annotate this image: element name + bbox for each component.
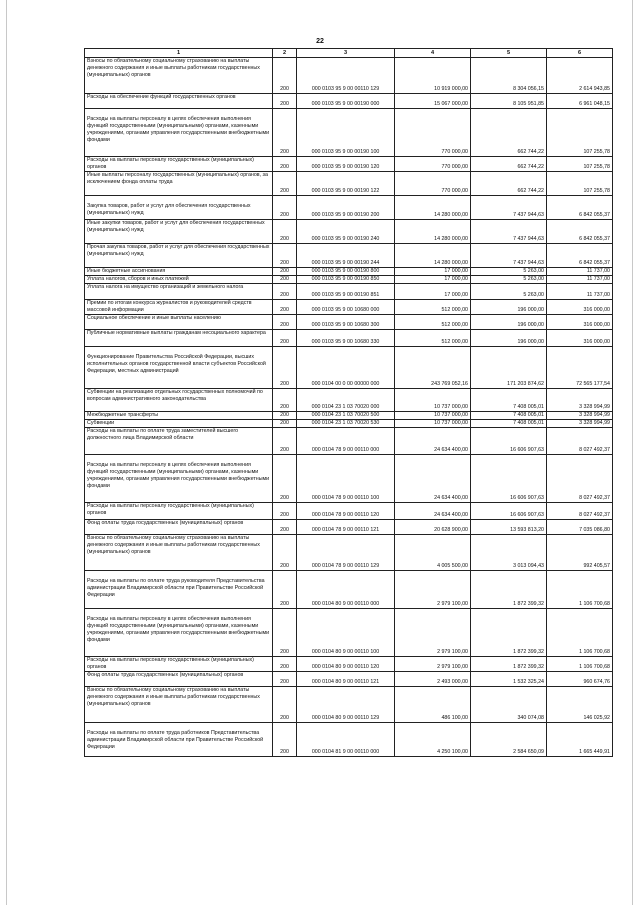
row-approved-amount: 14 280 000,00: [395, 244, 471, 268]
col-header-admin-code: 2: [273, 49, 297, 58]
row-approved-amount: 10 919 000,00: [395, 58, 471, 94]
row-approved-amount: 2 979 100,00: [395, 609, 471, 657]
table-row: [85, 389, 613, 412]
row-unexecuted-amount: 316 000,00: [547, 330, 613, 347]
row-description-text: Закупка товаров, работ и услуг для обеспечения государственных (муниципальных) нужд: [87, 203, 251, 216]
row-executed-amount: 1 872 399,32: [471, 571, 547, 609]
table-row: [85, 268, 613, 276]
table-row: [85, 420, 613, 428]
row-admin-code: 200: [273, 412, 297, 420]
page-number: 22: [316, 38, 324, 45]
row-top-gap: [87, 455, 270, 462]
table-row: [85, 535, 613, 571]
row-unexecuted-amount: 146 025,92: [547, 687, 613, 723]
row-classification-code: 000 0103 95 9 00 10680 330: [297, 330, 395, 347]
row-admin-code: 200: [273, 672, 297, 687]
table-row: [85, 94, 613, 109]
table-row: [85, 244, 613, 268]
row-admin-code: 200: [273, 609, 297, 657]
row-admin-code: 200: [273, 503, 297, 520]
row-description-text: Расходы на выплаты по оплате труда работников Представительства администрации Владимирской области при Правительстве Российской Федерации: [87, 730, 264, 750]
row-classification-code: 000 0103 95 9 00 00190 800: [297, 268, 395, 276]
row-description: Иные закупки товаров, работ и услуг для обеспечения государственных (муниципальных) нужд: [85, 220, 273, 244]
table-row: [85, 687, 613, 723]
row-executed-amount: 196 000,00: [471, 330, 547, 347]
row-executed-amount: 7 408 005,01: [471, 412, 547, 420]
row-description: Фонд оплаты труда государственных (муниципальных) органов: [85, 672, 273, 687]
row-approved-amount: 2 979 100,00: [395, 571, 471, 609]
scan-edge-right: [632, 0, 633, 905]
row-classification-code: 000 0104 78 9 00 00110 000: [297, 428, 395, 455]
row-unexecuted-amount: 1 665 449,91: [547, 723, 613, 757]
table-row: [85, 300, 613, 315]
row-top-gap: [87, 609, 270, 616]
row-unexecuted-amount: 7 035 086,80: [547, 520, 613, 535]
table-body: [85, 58, 613, 757]
row-unexecuted-amount: 72 565 177,54: [547, 347, 613, 389]
row-admin-code: 200: [273, 687, 297, 723]
row-admin-code: 200: [273, 571, 297, 609]
row-approved-amount: 10 737 000,00: [395, 389, 471, 412]
row-approved-amount: 24 634 400,00: [395, 455, 471, 503]
row-executed-amount: 171 203 874,62: [471, 347, 547, 389]
row-executed-amount: 13 593 813,20: [471, 520, 547, 535]
row-admin-code: 200: [273, 455, 297, 503]
row-classification-code: 000 0104 23 1 03 70020 000: [297, 389, 395, 412]
table-row: [85, 330, 613, 347]
row-approved-amount: 17 000,00: [395, 268, 471, 276]
table-row: [85, 428, 613, 455]
row-description-text: Функционирование Правительства Российской Федерации, высших исполнительных органов государственной власти субъектов Российской Федерации, местных администраций: [87, 354, 266, 374]
row-approved-amount: 512 000,00: [395, 330, 471, 347]
row-executed-amount: 5 263,00: [471, 268, 547, 276]
row-approved-amount: 512 000,00: [395, 300, 471, 315]
row-executed-amount: 7 437 944,63: [471, 196, 547, 220]
row-unexecuted-amount: 8 027 492,37: [547, 428, 613, 455]
table-row: [85, 412, 613, 420]
row-description-text: Расходы на выплаты персоналу в целях обеспечения выполнения функций государственными (муниципальными) органами, казенными учреждениями, органами управления государственными внебюджетными фондами: [87, 616, 270, 643]
row-admin-code: 200: [273, 520, 297, 535]
row-approved-amount: 486 100,00: [395, 687, 471, 723]
row-executed-amount: 3 013 094,43: [471, 535, 547, 571]
row-executed-amount: 662 744,22: [471, 109, 547, 157]
row-top-gap: [87, 723, 270, 730]
row-approved-amount: 770 000,00: [395, 157, 471, 172]
table-row: [85, 723, 613, 757]
row-unexecuted-amount: 107 255,78: [547, 172, 613, 196]
row-classification-code: 000 0104 00 0 00 00000 000: [297, 347, 395, 389]
row-executed-amount: 7 408 005,01: [471, 389, 547, 412]
row-description: [85, 609, 273, 657]
row-classification-code: 000 0104 81 9 00 00110 000: [297, 723, 395, 757]
row-executed-amount: 16 606 907,63: [471, 455, 547, 503]
row-admin-code: 200: [273, 94, 297, 109]
table-row: [85, 520, 613, 535]
row-description: Уплата налогов, сборов и иных платежей: [85, 276, 273, 284]
row-approved-amount: 2 493 000,00: [395, 672, 471, 687]
table-row: [85, 196, 613, 220]
row-classification-code: 000 0103 95 9 00 10680 300: [297, 315, 395, 330]
row-classification-code: 000 0104 80 9 00 00110 129: [297, 687, 395, 723]
row-top-gap: [87, 571, 270, 578]
row-description: Расходы на выплаты персоналу государственных (муниципальных) органов: [85, 657, 273, 672]
row-admin-code: 200: [273, 157, 297, 172]
budget-table: [84, 48, 613, 757]
row-top-gap: [87, 347, 270, 354]
table-header-row: [85, 49, 613, 58]
row-description: Социальное обеспечение и иные выплаты населению: [85, 315, 273, 330]
row-classification-code: 000 0104 80 9 00 00110 000: [297, 571, 395, 609]
row-unexecuted-amount: 3 328 994,99: [547, 389, 613, 412]
row-classification-code: 000 0103 95 9 00 00190 122: [297, 172, 395, 196]
row-description: [85, 571, 273, 609]
row-classification-code: 000 0104 78 9 00 00110 129: [297, 535, 395, 571]
row-approved-amount: 14 280 000,00: [395, 196, 471, 220]
row-description: Фонд оплаты труда государственных (муниципальных) органов: [85, 520, 273, 535]
row-approved-amount: 243 769 052,16: [395, 347, 471, 389]
row-admin-code: 200: [273, 109, 297, 157]
row-executed-amount: 16 606 907,63: [471, 428, 547, 455]
row-executed-amount: 1 872 399,32: [471, 609, 547, 657]
row-description: [85, 109, 273, 157]
row-executed-amount: 5 263,00: [471, 284, 547, 300]
row-classification-code: 000 0103 95 9 00 00190 200: [297, 196, 395, 220]
row-description: Публичные нормативные выплаты гражданам несоциального характера: [85, 330, 273, 347]
row-executed-amount: 2 584 650,09: [471, 723, 547, 757]
row-admin-code: 200: [273, 428, 297, 455]
scan-edge-left: [6, 0, 7, 905]
col-header-description: 1: [85, 49, 273, 58]
row-unexecuted-amount: 1 106 700,68: [547, 657, 613, 672]
row-description: Субвенции на реализацию отдельных государственных полномочий по вопросам административного законодательства: [85, 389, 273, 412]
row-unexecuted-amount: 6 842 055,37: [547, 220, 613, 244]
row-unexecuted-amount: 11 737,00: [547, 268, 613, 276]
table-row: [85, 315, 613, 330]
row-admin-code: 200: [273, 315, 297, 330]
row-classification-code: 000 0104 80 9 00 00110 120: [297, 657, 395, 672]
row-approved-amount: 20 628 900,00: [395, 520, 471, 535]
row-description: Расходы на обеспечение функций государственных органов: [85, 94, 273, 109]
row-admin-code: 200: [273, 723, 297, 757]
row-description: Премии по итогам конкурса журналистов и руководителей средств массовой информации: [85, 300, 273, 315]
row-executed-amount: 196 000,00: [471, 300, 547, 315]
row-classification-code: 000 0103 95 9 00 00110 129: [297, 58, 395, 94]
row-classification-code: 000 0103 95 9 00 00190 100: [297, 109, 395, 157]
row-admin-code: 200: [273, 196, 297, 220]
row-approved-amount: 770 000,00: [395, 109, 471, 157]
row-classification-code: 000 0103 95 9 00 00190 120: [297, 157, 395, 172]
row-approved-amount: 770 000,00: [395, 172, 471, 196]
table-row: [85, 284, 613, 300]
row-description: Расходы на выплаты по оплате труда заместителей высшего должностного лица Владимирской области: [85, 428, 273, 455]
row-admin-code: 200: [273, 284, 297, 300]
row-unexecuted-amount: 3 328 994,99: [547, 420, 613, 428]
row-approved-amount: 17 000,00: [395, 284, 471, 300]
row-executed-amount: 196 000,00: [471, 315, 547, 330]
row-classification-code: 000 0104 78 9 00 00110 100: [297, 455, 395, 503]
row-unexecuted-amount: 2 614 943,85: [547, 58, 613, 94]
row-unexecuted-amount: 1 106 700,68: [547, 571, 613, 609]
table-row: [85, 109, 613, 157]
row-description: Уплата налога на имущество организаций и земельного налога: [85, 284, 273, 300]
row-approved-amount: 512 000,00: [395, 315, 471, 330]
row-top-gap: [87, 109, 270, 116]
table-row: [85, 172, 613, 196]
row-admin-code: 200: [273, 244, 297, 268]
row-description: Межбюджетные трансферты: [85, 412, 273, 420]
row-description-text: Расходы на выплаты персоналу в целях обеспечения выполнения функций государственными (муниципальными) органами, казенными учреждениями, органами управления государственными внебюджетными фондами: [87, 116, 270, 143]
row-unexecuted-amount: 3 328 994,99: [547, 412, 613, 420]
row-unexecuted-amount: 316 000,00: [547, 315, 613, 330]
row-unexecuted-amount: 316 000,00: [547, 300, 613, 315]
row-classification-code: 000 0103 95 9 00 00190 851: [297, 284, 395, 300]
row-classification-code: 000 0104 80 9 00 00110 121: [297, 672, 395, 687]
table-row: [85, 609, 613, 657]
row-description-text: Расходы на выплаты персоналу в целях обеспечения выполнения функций государственными (муниципальными) органами, казенными учреждениями, органами управления государственными внебюджетными фондами: [87, 462, 270, 489]
row-executed-amount: 8 304 056,15: [471, 58, 547, 94]
row-unexecuted-amount: 107 255,78: [547, 157, 613, 172]
row-approved-amount: 4 005 500,00: [395, 535, 471, 571]
table-row: [85, 220, 613, 244]
row-description: Субвенции: [85, 420, 273, 428]
row-admin-code: 200: [273, 172, 297, 196]
row-description: Взносы по обязательному социальному страхованию на выплаты денежного содержания и иные выплаты работникам государственных (муниципальных) органов: [85, 58, 273, 94]
row-admin-code: 200: [273, 58, 297, 94]
row-unexecuted-amount: 6 961 048,15: [547, 94, 613, 109]
row-unexecuted-amount: 1 106 700,68: [547, 609, 613, 657]
row-executed-amount: 7 437 944,63: [471, 220, 547, 244]
row-executed-amount: 7 408 005,01: [471, 420, 547, 428]
row-description-text: Расходы на выплаты по оплате труда руководителя Представительства администрации Владимирской области при Правительстве Российской Федерации: [87, 578, 265, 598]
row-executed-amount: 340 074,08: [471, 687, 547, 723]
row-approved-amount: 10 737 000,00: [395, 412, 471, 420]
row-unexecuted-amount: 11 737,00: [547, 284, 613, 300]
row-admin-code: 200: [273, 300, 297, 315]
row-description: Расходы на выплаты персоналу государственных (муниципальных) органов: [85, 503, 273, 520]
row-admin-code: 200: [273, 535, 297, 571]
row-admin-code: 200: [273, 330, 297, 347]
row-unexecuted-amount: 107 255,78: [547, 109, 613, 157]
row-classification-code: 000 0104 80 9 00 00110 100: [297, 609, 395, 657]
row-classification-code: 000 0103 95 9 00 00190 000: [297, 94, 395, 109]
table-row: [85, 672, 613, 687]
row-approved-amount: 2 979 100,00: [395, 657, 471, 672]
row-approved-amount: 4 250 100,00: [395, 723, 471, 757]
row-executed-amount: 5 263,00: [471, 276, 547, 284]
row-approved-amount: 24 634 400,00: [395, 428, 471, 455]
table-row: [85, 455, 613, 503]
row-description: Взносы по обязательному социальному страхованию на выплаты денежного содержания и иные выплаты работникам государственных (муниципальных) органов: [85, 535, 273, 571]
table-row: [85, 503, 613, 520]
row-executed-amount: 662 744,22: [471, 157, 547, 172]
row-approved-amount: 15 067 000,00: [395, 94, 471, 109]
row-admin-code: 200: [273, 268, 297, 276]
row-classification-code: 000 0104 78 9 00 00110 120: [297, 503, 395, 520]
row-unexecuted-amount: 960 674,76: [547, 672, 613, 687]
row-unexecuted-amount: 8 027 492,37: [547, 503, 613, 520]
row-executed-amount: 7 437 944,63: [471, 244, 547, 268]
row-classification-code: 000 0103 95 9 00 00190 850: [297, 276, 395, 284]
row-description: Иные выплаты персоналу государственных (муниципальных) органов, за исключением фонда оплаты труда: [85, 172, 273, 196]
row-unexecuted-amount: 6 842 055,37: [547, 196, 613, 220]
row-admin-code: 200: [273, 657, 297, 672]
row-classification-code: 000 0103 95 9 00 00190 240: [297, 220, 395, 244]
row-admin-code: 200: [273, 347, 297, 389]
row-description: [85, 347, 273, 389]
row-top-gap: [87, 196, 270, 203]
row-unexecuted-amount: 11 737,00: [547, 276, 613, 284]
table-row: [85, 58, 613, 94]
row-admin-code: 200: [273, 276, 297, 284]
col-header-approved: 4: [395, 49, 471, 58]
row-executed-amount: 662 744,22: [471, 172, 547, 196]
row-classification-code: 000 0104 78 9 00 00110 121: [297, 520, 395, 535]
row-approved-amount: 17 000,00: [395, 276, 471, 284]
table-row: [85, 347, 613, 389]
col-header-unexecuted: 6: [547, 49, 613, 58]
row-admin-code: 200: [273, 420, 297, 428]
row-executed-amount: 1 872 399,32: [471, 657, 547, 672]
col-header-executed: 5: [471, 49, 547, 58]
row-classification-code: 000 0103 95 9 00 00190 244: [297, 244, 395, 268]
row-description: Расходы на выплаты персоналу государственных (муниципальных) органов: [85, 157, 273, 172]
row-description: [85, 455, 273, 503]
row-executed-amount: 1 532 325,24: [471, 672, 547, 687]
table-row: [85, 571, 613, 609]
table-row: [85, 657, 613, 672]
row-executed-amount: 16 606 907,63: [471, 503, 547, 520]
table-row: [85, 276, 613, 284]
row-description: [85, 196, 273, 220]
row-description: Взносы по обязательному социальному страхованию на выплаты денежного содержания и иные выплаты работникам государственных (муниципальных) органов: [85, 687, 273, 723]
row-classification-code: 000 0104 23 1 03 70020 500: [297, 412, 395, 420]
col-header-classification-code: 3: [297, 49, 395, 58]
row-approved-amount: 14 280 000,00: [395, 220, 471, 244]
row-description: Прочая закупка товаров, работ и услуг для обеспечения государственных (муниципальных) нужд: [85, 244, 273, 268]
row-classification-code: 000 0104 23 1 03 70020 530: [297, 420, 395, 428]
table-row: [85, 157, 613, 172]
row-description: Иные бюджетные ассигнования: [85, 268, 273, 276]
row-unexecuted-amount: 6 842 055,37: [547, 244, 613, 268]
row-admin-code: 200: [273, 220, 297, 244]
row-approved-amount: 24 634 400,00: [395, 503, 471, 520]
row-executed-amount: 8 105 951,85: [471, 94, 547, 109]
row-description: [85, 723, 273, 757]
row-unexecuted-amount: 8 027 492,37: [547, 455, 613, 503]
row-admin-code: 200: [273, 389, 297, 412]
row-approved-amount: 10 737 000,00: [395, 420, 471, 428]
row-unexecuted-amount: 992 405,57: [547, 535, 613, 571]
row-classification-code: 000 0103 95 9 00 10680 000: [297, 300, 395, 315]
